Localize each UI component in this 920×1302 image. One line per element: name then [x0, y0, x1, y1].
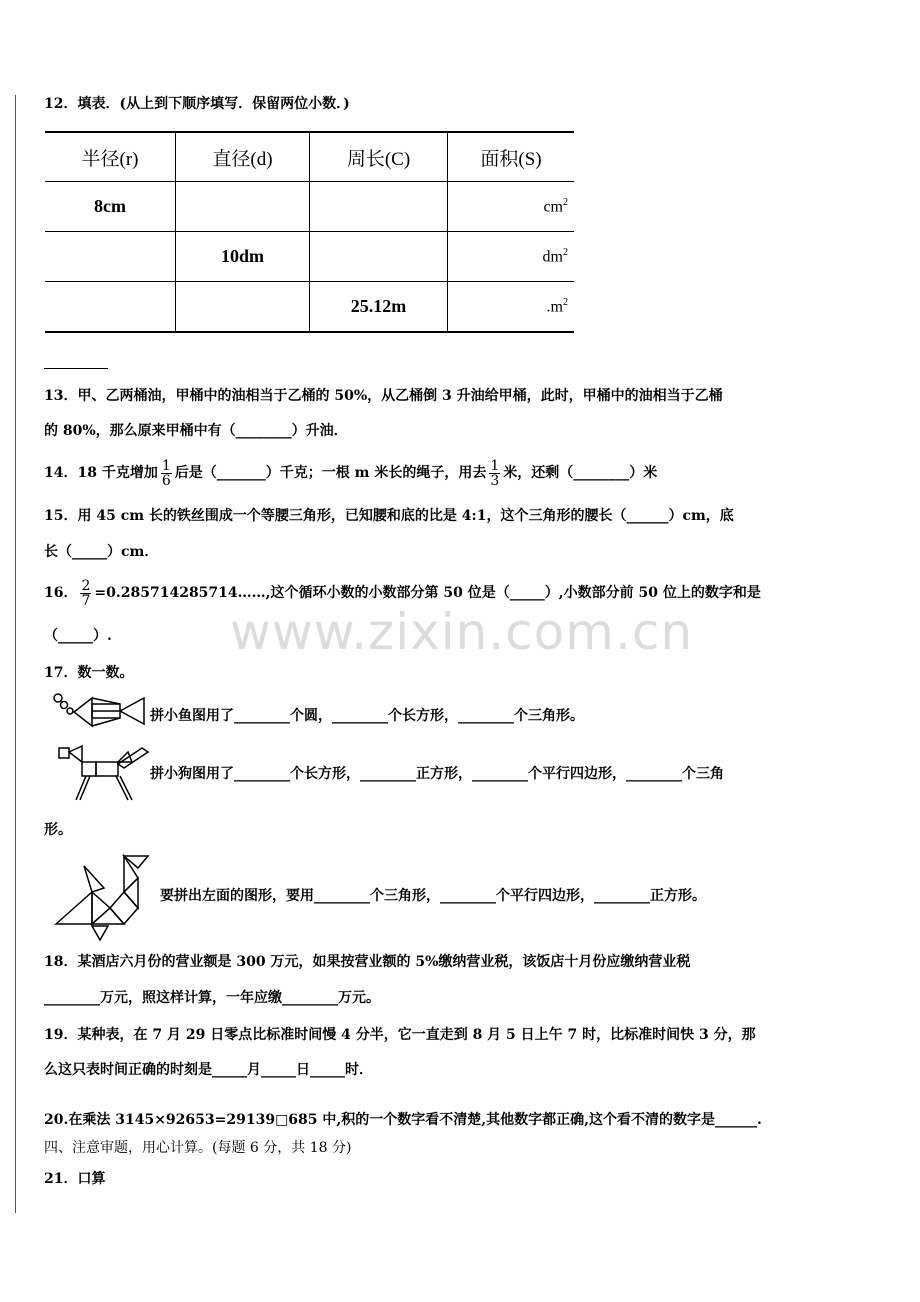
- dog-figure: [56, 744, 152, 804]
- cell-circumference: [310, 232, 448, 282]
- q18-line2: ________万元，照这样计算，一年应缴________万元。: [44, 990, 380, 1006]
- cell-diameter: [176, 182, 310, 232]
- cell-diameter: 10dm: [176, 232, 310, 282]
- q12-title: 12．填表．(从上到下顺序填写．保留两位小数．): [44, 96, 350, 112]
- q16-line2: （_____）.: [44, 628, 112, 644]
- cell-circumference: 25.12m: [310, 282, 448, 333]
- header-area: 面积(S): [448, 132, 575, 182]
- cell-area-unit: $.m^2$: [448, 282, 575, 333]
- q18-line1: 18．某酒店六月份的营业额是 300 万元，如果按营业额的 5%缴纳营业税，该饭店十月份应缴纳营业税: [44, 954, 691, 970]
- q13-line2: 的 80%，那么原来甲桶中有（________）升油．: [44, 423, 348, 439]
- q20-line: 20.在乘法 3145×92653=29139□685 中,积的一个数字看不清楚,其他数字都正确,这个看不清的数字是______.: [44, 1112, 762, 1128]
- q16-line1: 16． $\frac{2}{7}$ =0.285714285714……,这个循环小数的小数部分第 50 位是（_____）,小数部分前 50 位上的数字和是: [44, 577, 761, 609]
- swan-figure: [52, 852, 160, 942]
- table-header-row: [45, 132, 574, 182]
- header-diameter: 直径(d): [176, 132, 310, 182]
- cell-radius: [45, 282, 176, 333]
- fraction: $\frac{1}{6}$: [161, 457, 171, 489]
- fish-figure: [52, 690, 148, 736]
- q19-line1: 19．某种表，在 7 月 29 日零点比标准时间慢 4 分半，它一直走到 8 月 5 日上午 7 时，比标准时间快 3 分，那: [44, 1027, 756, 1043]
- q14-line: 14．18 千克增加 $\frac{1}{6}$ 后是（_______）千克；一根 m 米长的绳子，用去 $\frac{1}{3}$ 米，还剩（________）米: [44, 457, 658, 489]
- fraction: $\frac{2}{7}$: [81, 577, 91, 609]
- cell-radius: 8cm: [45, 182, 176, 232]
- cell-diameter: [176, 282, 310, 333]
- table-row: [45, 232, 574, 282]
- cell-radius: [45, 232, 176, 282]
- watermark: www.zixin.com.cn: [230, 603, 694, 661]
- q21-title: 21．口算: [44, 1171, 106, 1187]
- q17-fish-text: 拼小鱼图用了________个圆，________个长方形，________个三角形。: [150, 708, 584, 724]
- cell-area-unit: $cm^2$: [448, 182, 575, 232]
- q15-line2: 长（_____）cm．: [44, 544, 159, 560]
- q15-line1: 15．用 45 cm 长的铁丝围成一个等腰三角形，已知腰和底的比是 4:1，这个三角形的腰长（______）cm，底: [44, 508, 734, 524]
- q17-title: 17．数一数。: [44, 665, 134, 681]
- cell-area-unit: $dm^2$: [448, 232, 575, 282]
- q17-dog-text: 拼小狗图用了________个长方形，________正方形，________个平行四边形，________个三角: [150, 766, 724, 782]
- q17-swan-text: 要拼出左面的图形，要用________个三角形，________个平行四边形，________正方形。: [160, 888, 706, 904]
- q13-line1: 13．甲、乙两桶油，甲桶中的油相当于乙桶的 50%，从乙桶倒 3 升油给甲桶，此时，甲桶中的油相当于乙桶: [44, 388, 723, 404]
- fraction: $\frac{1}{3}$: [490, 457, 500, 489]
- cell-circumference: [310, 182, 448, 232]
- table-row: [45, 182, 574, 232]
- left-margin-line: [15, 95, 16, 1213]
- separator-line: [44, 368, 108, 369]
- fill-table: [45, 131, 574, 333]
- q19-line2: 么这只表时间正确的时刻是_____月_____日_____时．: [44, 1062, 373, 1078]
- header-radius: 半径(r): [45, 132, 176, 182]
- q17-dog-continued: 形。: [44, 822, 72, 838]
- section-4-heading: 四、注意审题，用心计算。(每题 6 分，共 18 分): [44, 1140, 352, 1156]
- table-row: [45, 282, 574, 333]
- header-circumference: 周长(C): [310, 132, 448, 182]
